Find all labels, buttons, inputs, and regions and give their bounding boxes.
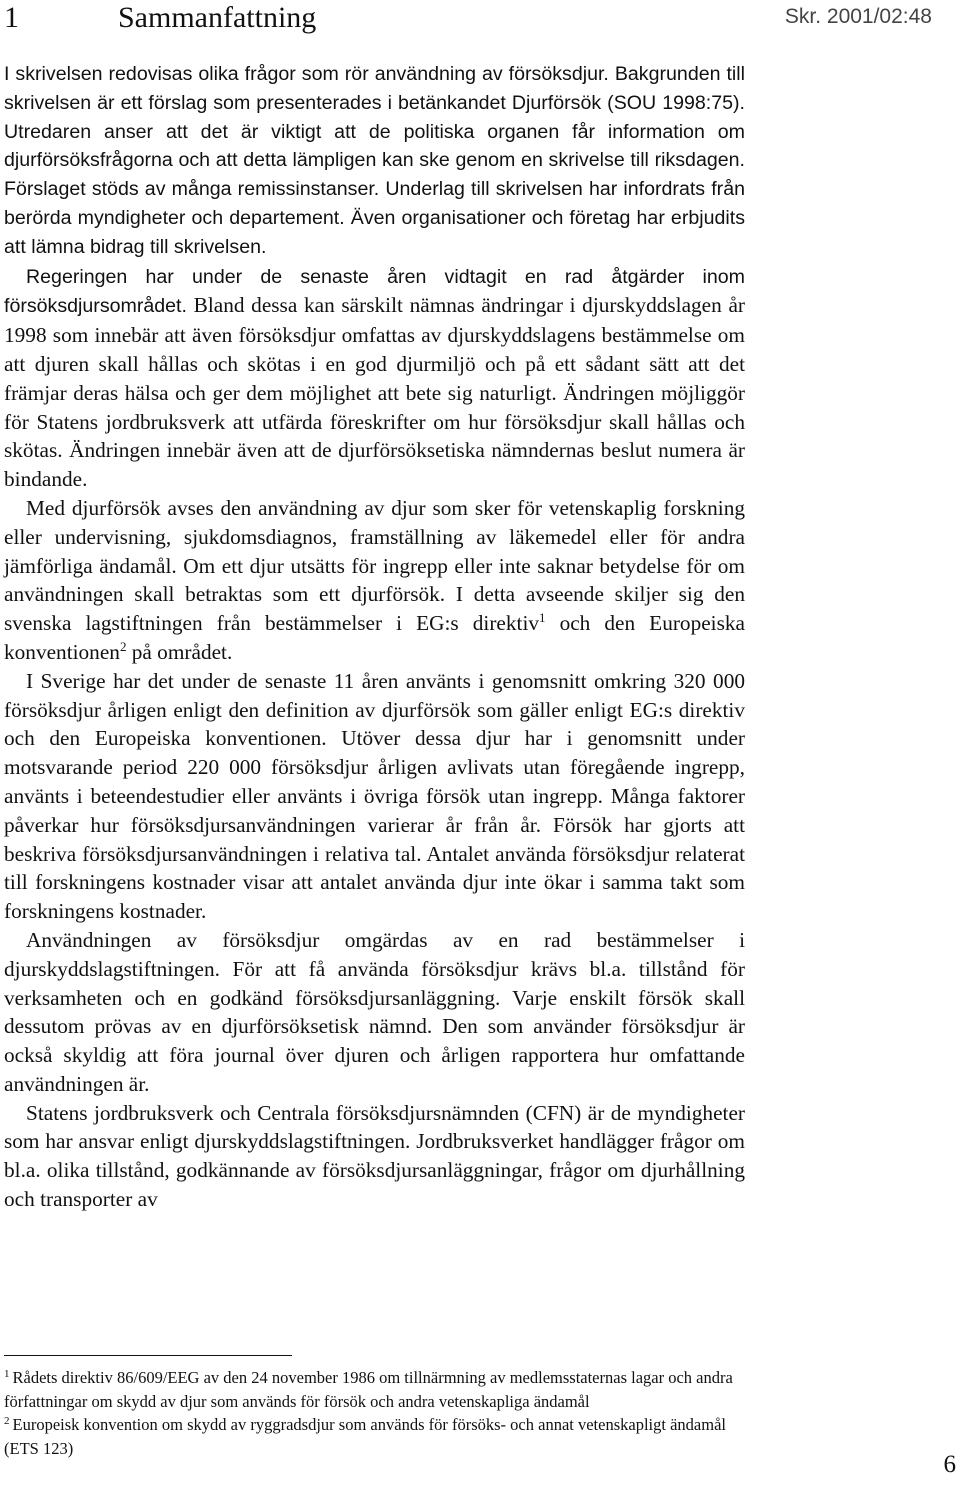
footnote-divider bbox=[4, 1355, 292, 1356]
paragraph-3-part-c: på området. bbox=[126, 639, 233, 664]
paragraph-2 bbox=[4, 262, 745, 494]
paragraph-5: Användningen av försöksdjur omgärdas av en rad bestämmelser i djurskyddslagstiftningen. För att få använda försöksdjur krävs bl.a. tillstånd för verksamheten och en godkänd försöksdjursanläggning. Varje enskilt försök skall dessutom prövas av en djurförsöksetisk nämnd. Den som använder försöksdjur är också skyldig att föra journal över djuren och årligen rapportera hur omfattande användningen är. bbox=[4, 927, 745, 1096]
footnote-1 bbox=[4, 1366, 744, 1413]
footnote-number: 2 bbox=[4, 1414, 10, 1427]
paragraph-3 bbox=[4, 494, 745, 667]
paragraph-3-part-a: Med djurförsök avses den användning av djur som sker för vetenskaplig forskning eller undervisning, sjukdomsdiagnos, framställning av läkemedel eller för andra jämförliga ändamål. Om ett djur utsätts för ingrepp eller inte saknar betydelse för om användningen skall betraktas som ett djurförsök. I detta avseende skiljer sig den svenska lagstiftningen från bestämmelser i EG:s direktiv bbox=[4, 495, 745, 636]
chapter-title: Sammanfattning bbox=[118, 1, 317, 34]
paragraph-4: I Sverige har det under de senaste 11 åren använts i genomsnitt omkring 320 000 försöksdjur årligen enligt den definition av djurförsök som gäller enligt EG:s direktiv och den Europeiska konventionen. Utöver dessa djur har i genomsnitt under motsvarande period 220 000 försöksdjur årligen avlivats utan föregående ingrepp, använts i beteendestudier eller använts i övriga försök utan ingrepp. Många faktorer påverkar hur försöksdjursanvändningen varierar år från år. Försök har gjorts att beskriva försöksdjursanvändningen i relativa tal. Antalet använda försöksdjur relaterat till forskningens kostnader visar att antalet använda djur inte ökar i samma takt som forskningens kostnader. bbox=[4, 668, 745, 924]
footnote-2 bbox=[4, 1413, 744, 1460]
paragraph-2-part-b: Bland dessa kan särskilt nämnas ändringar i djurskyddslagen år 1998 som innebär att även försöksdjur omfattas av djurskyddslagens bestämmelse om att djuren skall hållas och skötas i en god djurmiljö och på ett sådant sätt att det främjar deras hälsa och ger dem möjlighet att bete sig naturligt. Ändringen möjliggör för Statens jordbruksverk att utfärda föreskrifter om hur försöksdjur skall hållas och skötas. Ändringen innebär även att de djurförsöksetiska nämndernas beslut numera är bindande. bbox=[4, 293, 745, 492]
paragraph-6: Statens jordbruksverk och Centrala försöksdjursnämnden (CFN) är de myndigheter som har ansvar enligt djurskyddslagstiftningen. Jordbruksverket handlägger frågor om bl.a. olika tillstånd, godkännande av försöksdjursanläggningar, frågor om djurhållning och transporter av bbox=[4, 1100, 745, 1212]
paragraph-3-part-b: och den Europeiska konventionen bbox=[4, 611, 745, 664]
footnote-text: Europeisk konvention om skydd av ryggradsdjur som används för försöks- och annat vetenskapligt ändamål (ETS 123) bbox=[4, 1415, 726, 1458]
footnotes bbox=[4, 1366, 744, 1460]
page-number: 6 bbox=[943, 1451, 956, 1478]
body-text bbox=[4, 60, 745, 1214]
paragraph-2-part-a: Regeringen har under de senaste åren vidtagit en rad åtgärder inom försöksdjursområdet. bbox=[4, 265, 745, 318]
document-id: Skr. 2001/02:48 bbox=[784, 5, 932, 28]
footnote-ref-2[interactable]: 2 bbox=[119, 638, 127, 654]
footnote-ref-1[interactable]: 1 bbox=[539, 610, 546, 626]
footnote-text: Rådets direktiv 86/609/EEG av den 24 november 1986 om tillnärmning av medlemsstaternas lagar och andra författningar om skydd av djur som används för försök och andra vetenskapliga ändamål bbox=[4, 1368, 733, 1411]
paragraph-1-part-a: I skrivelsen redovisas olika frågor som rör användning av försöksdjur. Bakgrunden till skrivelsen är ett förslag som presenterades i betänkandet Djurförsök (SOU 1998:75). bbox=[4, 63, 745, 114]
footnote-number: 1 bbox=[4, 1367, 10, 1380]
paragraph-1-part-b: Utredaren anser att det är viktigt att de politiska organen får information om djurförsöksfrågorna och att detta lämpligen kan ske genom en skrivelse till riksdagen. Förslaget stöds av många remissinstanser. Underlag till skrivelsen har infordrats från berörda myndigheter och departement. Även organisationer och företag har erbjudits att lämna bidrag till skrivelsen. bbox=[4, 120, 745, 258]
page-header bbox=[0, 0, 960, 40]
paragraph-1 bbox=[4, 60, 745, 262]
chapter-number: 1 bbox=[4, 1, 19, 34]
